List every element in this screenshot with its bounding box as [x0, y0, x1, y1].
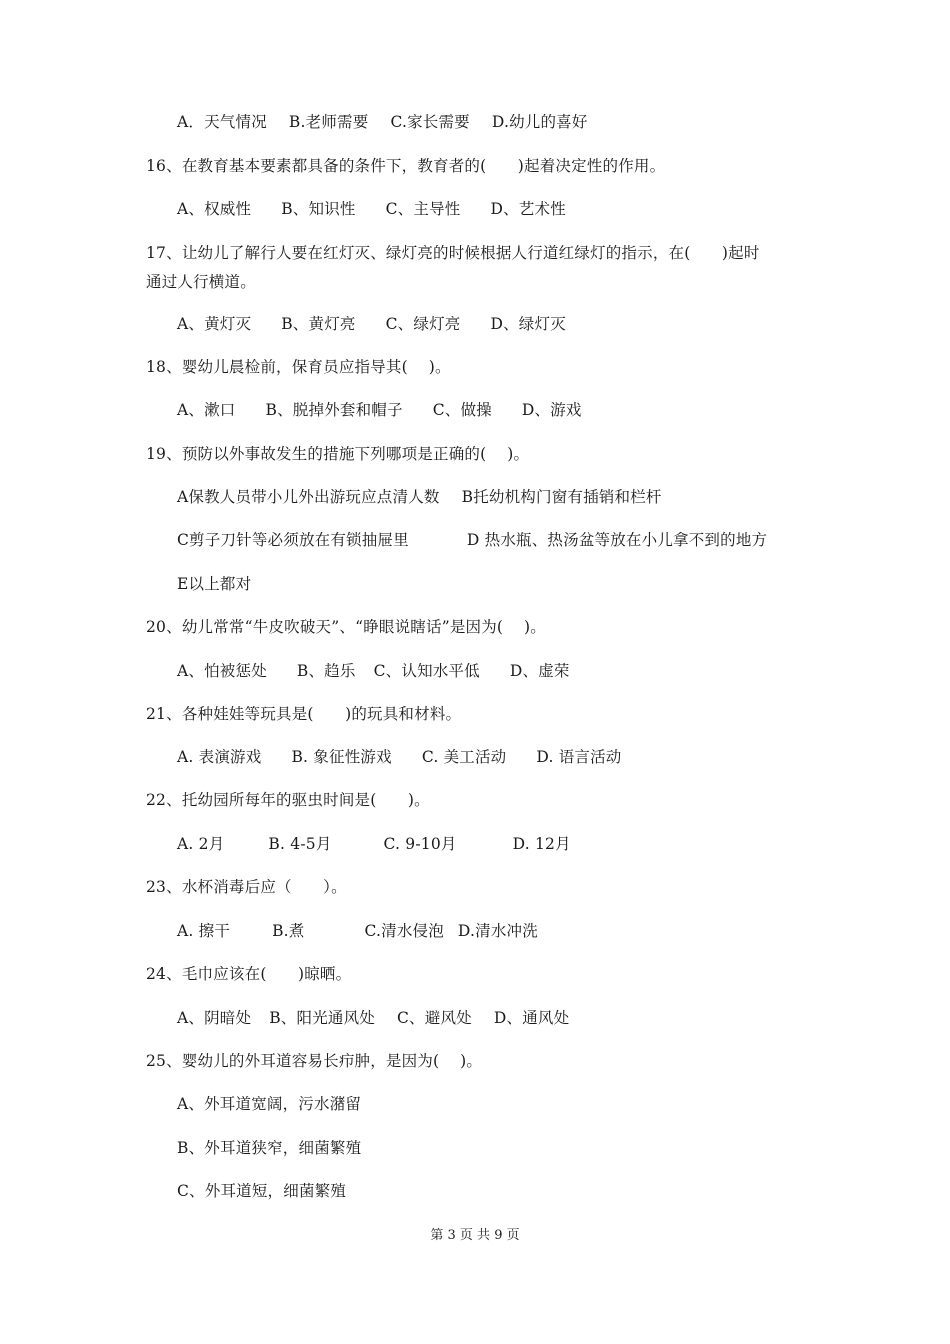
options-row — [0, 483, 950, 511]
option-item: A保教人员带小儿外出游玩应点清人数 — [177, 488, 440, 506]
option-item: D、艺术性 — [490, 200, 566, 218]
option-item: B、阳光通风处 — [269, 1009, 375, 1027]
option-item: A、黄灯灭 — [177, 315, 252, 333]
question-text: 24、毛巾应该在( )晾晒。 — [146, 965, 352, 983]
option-item: C、避风处 — [397, 1009, 472, 1027]
options-row — [0, 526, 950, 554]
option-item: D、游戏 — [521, 401, 582, 419]
option-item: D、虚荣 — [509, 662, 570, 680]
option-item: E以上都对 — [177, 575, 252, 593]
options-row — [0, 1004, 950, 1032]
option-item: D.幼儿的喜好 — [491, 113, 588, 131]
option-item: A．天气情况 — [177, 113, 267, 131]
options-row — [0, 1090, 950, 1118]
options-row — [0, 108, 950, 136]
option-item: B、脱掉外套和帽子 — [265, 401, 403, 419]
option-item: C、做操 — [432, 401, 492, 419]
options-row — [0, 917, 950, 945]
option-item: A、权威性 — [177, 200, 252, 218]
option-item: C、外耳道短，细菌繁殖 — [177, 1182, 347, 1200]
options-row — [0, 1134, 950, 1162]
option-item: A. 表演游戏 — [177, 748, 262, 766]
question-text: 23、水杯消毒后应（ ）。 — [146, 878, 347, 896]
question-text: 17、让幼儿了解行人要在红灯灭、绿灯亮的时候根据人行道红绿灯的指示，在( )起时 — [146, 244, 760, 262]
options-row — [0, 195, 950, 223]
options-row — [0, 830, 950, 858]
option-item: C.家长需要 — [390, 113, 470, 131]
options-row — [0, 743, 950, 771]
option-item: B.老师需要 — [288, 113, 369, 131]
page-footer: 第 3 页 共 9 页 — [430, 1228, 520, 1243]
options-row — [0, 570, 950, 598]
option-item: C. 9-10月 — [383, 835, 457, 853]
option-item: A、漱口 — [177, 401, 236, 419]
option-item: B、黄灯亮 — [281, 315, 356, 333]
option-item: D.清水冲洗 — [457, 922, 538, 940]
option-item: D. 12月 — [512, 835, 571, 853]
option-item: B.煮 — [272, 922, 305, 940]
option-item: B托幼机构门窗有插销和栏杆 — [461, 488, 662, 506]
option-item: C.清水侵泡 — [364, 922, 444, 940]
option-item: A、阴暗处 — [177, 1009, 252, 1027]
option-item: A. 擦干 — [177, 922, 231, 940]
option-item: C. 美工活动 — [421, 748, 507, 766]
options-row — [0, 396, 950, 424]
question-text: 25、婴幼儿的外耳道容易长疖肿，是因为( )。 — [146, 1052, 483, 1070]
option-item: B. 象征性游戏 — [291, 748, 392, 766]
question-text: 22、托幼园所每年的驱虫时间是( )。 — [146, 791, 430, 809]
question-text: 19、预防以外事故发生的措施下列哪项是正确的( )。 — [146, 445, 530, 463]
question-text: 18、婴幼儿晨检前，保育员应指导其( )。 — [146, 358, 451, 376]
option-item: C、绿灯亮 — [385, 315, 461, 333]
options-row — [0, 310, 950, 338]
option-item: B、知识性 — [281, 200, 356, 218]
option-item: D. 语言活动 — [536, 748, 622, 766]
option-item: C剪子刀针等必须放在有锁抽屉里 — [177, 531, 409, 549]
option-item: C、主导性 — [385, 200, 461, 218]
options-row — [0, 657, 950, 685]
question-text: 16、在教育基本要素都具备的条件下，教育者的( )起着决定性的作用。 — [146, 157, 666, 175]
question-text: 20、幼儿常常“牛皮吹破天”、“睁眼说瞎话”是因为( )。 — [146, 618, 546, 636]
option-item: B、外耳道狭窄，细菌繁殖 — [177, 1139, 362, 1157]
option-item: B、趋乐 — [296, 662, 356, 680]
option-item: A、怕被惩处 — [177, 662, 267, 680]
option-item: D、通风处 — [493, 1009, 570, 1027]
option-item: A、外耳道宽阔，污水潴留 — [177, 1095, 362, 1113]
question-continuation: 通过人行横道。 — [146, 273, 256, 291]
option-item: B. 4-5月 — [268, 835, 332, 853]
option-item: C、认知水平低 — [373, 662, 480, 680]
options-row — [0, 1177, 950, 1205]
question-text: 21、各种娃娃等玩具是( )的玩具和材料。 — [146, 705, 462, 723]
option-item: D 热水瓶、热汤盆等放在小儿拿不到的地方 — [466, 531, 768, 549]
option-item: D、绿灯灭 — [490, 315, 566, 333]
option-item: A. 2月 — [177, 835, 225, 853]
